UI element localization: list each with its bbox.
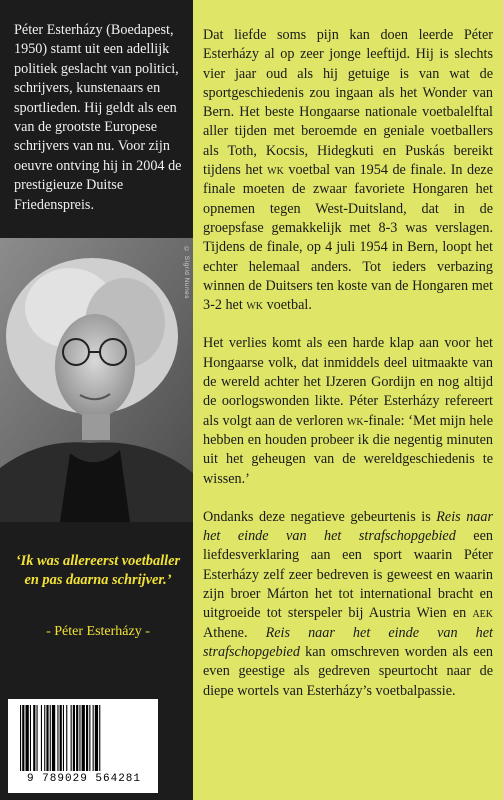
author-quote: ‘Ik was allereerst voetballer en pas daarna schrijver.’ bbox=[15, 553, 181, 588]
paragraph-3: Ondanks deze negatieve gebeurtenis is Reis naar het einde van het strafschopgebied een liefdesverklaring aan een sport waarin Péter Esterházy zelf zeer bedreven is geweest en waarin zijn broer Márton het tot international bracht en uitgroeide tot sterspeler bij Austria Wien en aek Athene. Reis naar het einde van het strafschopgebied kan omschreven worden als een even geestige als gedreven speurtocht naar de diepe wortels van Esterházy’s voetbalpassie. bbox=[203, 508, 493, 699]
book-title: Reis naar het einde van het strafschopgebied bbox=[203, 624, 493, 660]
author-photo bbox=[0, 238, 193, 522]
book-title: Reis naar het einde van het strafschopgebied bbox=[203, 508, 493, 545]
paragraph-2: Het verlies komt als een harde klap aan voor het Hongaarse volk, dat inmiddels deel uitmaakte van de wereld achter het IJzeren Gordijn en nog altijd de oorlogswonden likte. Péter Esterházy refereert als volgt aan de verloren wk-finale: ‘Met mijn hele hebben en houden probeer ik die negentig minuten uit het geheugen van de wereldgeschiedenis te wissen.’ bbox=[203, 335, 493, 487]
quote-attribution: - Péter Esterházy - bbox=[46, 624, 150, 639]
barcode-number: 9 789029 564281 bbox=[26, 773, 142, 785]
barcode-bars-icon bbox=[18, 705, 148, 771]
back-cover-text bbox=[203, 26, 493, 720]
photo-credit: © Sigrid Nunes bbox=[183, 246, 190, 300]
isbn-barcode bbox=[8, 699, 158, 793]
paragraph-1: Dat liefde soms pijn kan doen leerde Péter Esterházy al op zeer jonge leeftijd. Hij is slechts vier jaar oud als hij getuige is van wat de sportgeschiedenis zou ingaan als het Wonder van Bern. Het beste Hongaarse nationale voetbalelftal aller tijden met beroemde en geniale voetballers als Toth, Kocsis, Hidegkuti en Puskás bereikt tijdens het wk voetbal van 1954 de finale. In deze finale moeten de zwaar favoriete Hongaren het opnemen tegen West-Duitsland, dat in de groepsfase gemakkelijk met 8-3 was verslagen. Tijdens de finale, op 4 juli 1954 in Bern, loopt het echter helemaal anders. Tot ieders verbazing winnen de Duitsers ten koste van de Hongaren met 3-2 het wk voetbal. bbox=[203, 27, 493, 314]
author-bio: Péter Esterházy (Boedapest, 1950) stamt uit een adellijk politiek geslacht van politici, schrijvers, kunstenaars en sportlieden. Hij geldt als een van de grootste Europese schrijvers van nu. Voor zijn oeuvre ontving hij in 2004 de prestigieuze Duitse Friedenspreis. bbox=[14, 22, 182, 213]
